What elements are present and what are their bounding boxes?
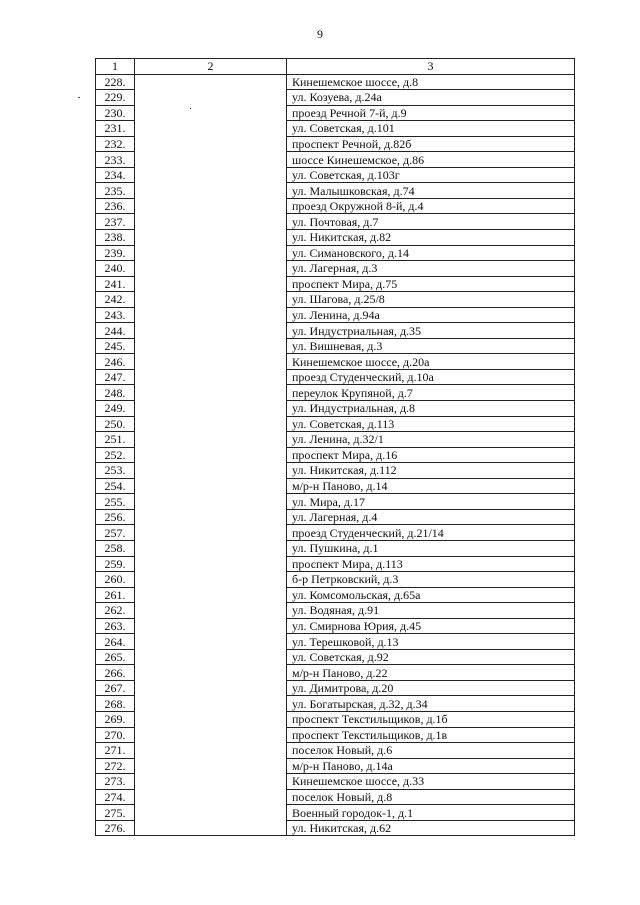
header-row [96, 59, 575, 75]
address-cell: ул. Ленина, д.32/1 [287, 432, 575, 448]
address-cell: ул. Советская, д.92 [287, 649, 575, 665]
address-cell: ул. Ленина, д.94а [287, 307, 575, 323]
row-number: 250. [96, 416, 135, 432]
address-cell: ул. Советская, д.113 [287, 416, 575, 432]
address-cell: Военный городок-1, д.1 [287, 805, 575, 821]
address-cell: ул. Симановского, д.14 [287, 245, 575, 261]
row-number: 263. [96, 618, 135, 634]
address-cell: м/р-н Паново, д.14а [287, 758, 575, 774]
row-number: 241. [96, 276, 135, 292]
row-number: 269. [96, 711, 135, 727]
address-cell: проспект Мира, д.113 [287, 556, 575, 572]
address-cell: ул. Никитская, д.62 [287, 820, 575, 836]
row-number: 244. [96, 323, 135, 339]
row-number: 240. [96, 261, 135, 277]
column-header-1: 1 [96, 59, 135, 75]
row-number: 268. [96, 696, 135, 712]
merged-empty-column-2 [135, 74, 287, 836]
address-cell: переулок Крупяной, д.7 [287, 385, 575, 401]
address-cell: ул. Индустриальная, д.35 [287, 323, 575, 339]
address-cell: ул. Мира, д.17 [287, 494, 575, 510]
row-number: 258. [96, 540, 135, 556]
address-cell: ул. Терешковой, д.13 [287, 634, 575, 650]
row-number: 253. [96, 463, 135, 479]
row-number: 275. [96, 805, 135, 821]
row-number: 230. [96, 105, 135, 121]
row-number: 235. [96, 183, 135, 199]
row-number: 228. [96, 74, 135, 90]
address-cell: ул. Малышковская, д.74 [287, 183, 575, 199]
row-number: 261. [96, 587, 135, 603]
address-cell: ул. Почтовая, д.7 [287, 214, 575, 230]
row-number: 231. [96, 121, 135, 137]
address-table [95, 58, 575, 836]
address-cell: ул. Козуева, д.24а [287, 90, 575, 106]
row-number: 237. [96, 214, 135, 230]
address-cell: ул. Смирнова Юрия, д.45 [287, 618, 575, 634]
address-cell: Кинешемское шоссе, д.33 [287, 774, 575, 790]
row-number: 273. [96, 774, 135, 790]
address-cell: проспект Речной, д.82б [287, 136, 575, 152]
address-cell: проезд Студенческий, д.10а [287, 369, 575, 385]
row-number: 274. [96, 789, 135, 805]
address-cell: ул. Никитская, д.112 [287, 463, 575, 479]
row-number: 272. [96, 758, 135, 774]
row-number: 264. [96, 634, 135, 650]
scan-speck [78, 97, 80, 98]
row-number: 260. [96, 572, 135, 588]
row-number: 270. [96, 727, 135, 743]
row-number: 252. [96, 447, 135, 463]
row-number: 255. [96, 494, 135, 510]
row-number: 266. [96, 665, 135, 681]
row-number: 236. [96, 198, 135, 214]
address-cell: м/р-н Паново, д.14 [287, 478, 575, 494]
address-cell: поселок Новый, д.8 [287, 789, 575, 805]
row-number: 242. [96, 292, 135, 308]
address-cell: ул. Пушкина, д.1 [287, 540, 575, 556]
row-number: 238. [96, 230, 135, 246]
address-cell: ул. Индустриальная, д.8 [287, 401, 575, 417]
address-cell: ул. Лагерная, д.4 [287, 509, 575, 525]
row-number: 254. [96, 478, 135, 494]
address-cell: ул. Лагерная, д.3 [287, 261, 575, 277]
address-cell: Кинешемское шоссе, д.8 [287, 74, 575, 90]
address-cell: шоссе Кинешемское, д.86 [287, 152, 575, 168]
row-number: 248. [96, 385, 135, 401]
table-row [96, 74, 575, 90]
row-number: 251. [96, 432, 135, 448]
row-number: 247. [96, 369, 135, 385]
column-header-2: 2 [135, 59, 287, 75]
row-number: 245. [96, 338, 135, 354]
address-cell: ул. Советская, д.101 [287, 121, 575, 137]
row-number: 265. [96, 649, 135, 665]
address-cell: проспект Текстильщиков, д.1б [287, 711, 575, 727]
row-number: 249. [96, 401, 135, 417]
row-number: 229. [96, 90, 135, 106]
row-number: 267. [96, 680, 135, 696]
address-cell: ул. Никитская, д.82 [287, 230, 575, 246]
address-cell: поселок Новый, д.6 [287, 743, 575, 759]
table-body [96, 74, 575, 836]
address-cell: ул. Димитрова, д.20 [287, 680, 575, 696]
address-cell: б-р Петрковский, д.3 [287, 572, 575, 588]
row-number: 276. [96, 820, 135, 836]
row-number: 239. [96, 245, 135, 261]
address-cell: ул. Богатырская, д.32, д.34 [287, 696, 575, 712]
page-number: 9 [317, 27, 323, 41]
row-number: 243. [96, 307, 135, 323]
row-number: 232. [96, 136, 135, 152]
address-cell: проспект Текстильщиков, д.1в [287, 727, 575, 743]
row-number: 271. [96, 743, 135, 759]
address-cell: ул. Советская, д.103г [287, 167, 575, 183]
address-cell: ул. Вишневая, д.3 [287, 338, 575, 354]
row-number: 259. [96, 556, 135, 572]
address-cell: ул. Комсомольская, д.65а [287, 587, 575, 603]
address-cell: ул. Шагова, д.25/8 [287, 292, 575, 308]
address-cell: проезд Студенческий, д.21/14 [287, 525, 575, 541]
row-number: 234. [96, 167, 135, 183]
address-cell: м/р-н Паново, д.22 [287, 665, 575, 681]
address-cell: ул. Водяная, д.91 [287, 603, 575, 619]
row-number: 246. [96, 354, 135, 370]
column-header-3: 3 [287, 59, 575, 75]
row-number: 256. [96, 509, 135, 525]
address-cell: проезд Речной 7-й, д.9 [287, 105, 575, 121]
address-cell: Кинешемское шоссе, д.20а [287, 354, 575, 370]
address-cell: проспект Мира, д.75 [287, 276, 575, 292]
row-number: 257. [96, 525, 135, 541]
address-cell: проспект Мира, д.16 [287, 447, 575, 463]
row-number: 233. [96, 152, 135, 168]
address-cell: проезд Окружной 8-й, д.4 [287, 198, 575, 214]
row-number: 262. [96, 603, 135, 619]
